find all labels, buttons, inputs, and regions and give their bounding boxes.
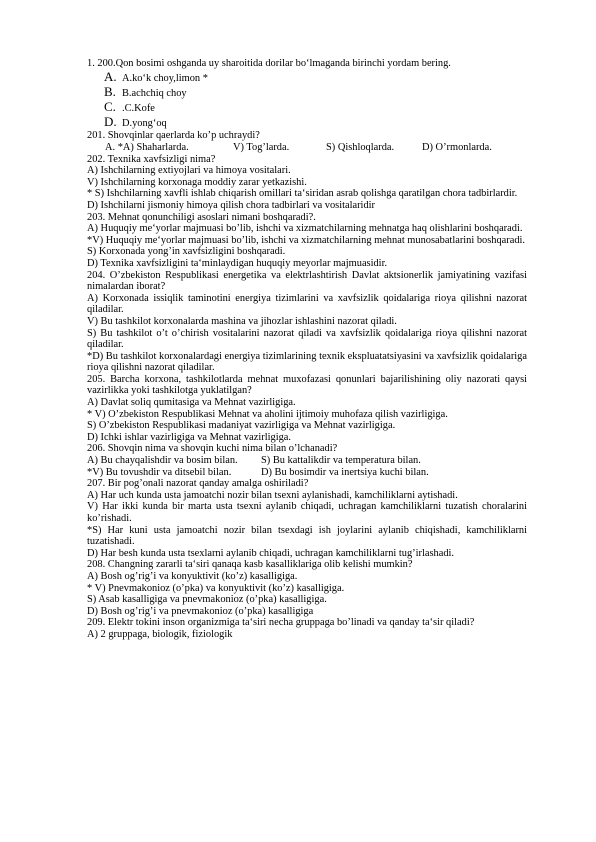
document-page	[87, 58, 527, 641]
option-200-c: C. .C.Kofe	[104, 99, 155, 114]
option-204-d: *D) Bu tashkilot korxonalardagi energiya tizimlarining texnik ekspluatatsiyasini va xavfsizlik qoidalariga rioya qilishni nazorat qiladilar.	[87, 350, 527, 374]
option-206-a: A) Bu chayqalishdir va bosim bilan.	[87, 455, 238, 467]
option-letter: C.	[104, 99, 116, 114]
question-203: 203. Mehnat qonunchiligi asoslari nimani boshqaradi?.	[87, 211, 316, 223]
option-205-v: * V) O’zbekiston Respublikasi Mehnat va aholini ijtimoiy muhofaza qilish vazirligiga.	[87, 408, 448, 420]
options-201	[87, 142, 527, 154]
option-208-v: * V) Pnevmakonioz (o’pka) va konyuktivit (ko’z) kasalligiga.	[87, 582, 345, 594]
option-201-s: S) Qishloqlarda.	[326, 142, 395, 153]
option-206-s: S) Bu kattalikdir va temperatura bilan.	[261, 455, 421, 467]
option-letter: B.	[104, 83, 116, 99]
question-206: 206. Shovqin nima va shovqin kuchi nima bilan o’lchanadi?	[87, 443, 338, 455]
option-209-a: A) 2 gruppaga, biologik, fiziologik	[87, 628, 233, 640]
option-204-a: A) Korxonada issiqlik taminotini energiya tizimlarini va xavfsizlik qoidalariga rioya qilishni nazorat qiladilar.	[87, 292, 527, 316]
option-202-d: D) Ishchilarni jismoniy himoya qilish chora tadbirlari va vositalaridir	[87, 199, 375, 211]
option-203-s: S) Korxonada yong’in xavfsizligini boshqaradi.	[87, 246, 286, 258]
option-207-a: A) Har uch kunda usta jamoatchi nozir bilan tsexni aylanishadi, kamchiliklarni aytishadi.	[87, 489, 458, 501]
question-204: 204. O’zbekiston Respublikasi energetika va elektrlashtirish Davlat aktsionerlik jamiyatining vazifasi nimalardan iborat?	[87, 269, 527, 293]
option-207-d: D) Har besh kunda usta tsexlarni aylanib chiqadi, uchragan kamchiliklarni tug’irlashadi.	[87, 547, 455, 559]
question-208: 208. Changning zararli ta‘siri qanaqa kasb kasalliklariga olib kelishi mumkin?	[87, 559, 413, 571]
option-208-d: D) Bosh og’rig’i va pnevmakonioz (o’pka) kasalligiga	[87, 605, 314, 617]
option-202-s: * S) Ishchilarning xavfli ishlab chiqarish omillari ta‘siridan asrab qolishga qaratilgan chora tadbirlardir.	[87, 188, 518, 200]
question-200: 1. 200.Qon bosimi oshganda uy sharoitida dorilar bo‘lmaganda birinchi yordam bering.	[87, 58, 451, 69]
option-205-s: S) O’zbekiston Respublikasi madaniyat vazirligiga va Mehnat vazirligiga.	[87, 420, 396, 432]
question-202: 202. Texnika xavfsizligi nima?	[87, 153, 216, 165]
option-206-d: D) Bu bosimdir va inertsiya kuchi bilan.	[261, 466, 429, 478]
option-206-v: *V) Bu tovushdir va ditsebil bilan.	[87, 466, 232, 478]
option-201-a: A. *A) Shaharlarda.	[105, 142, 189, 153]
question-201: 201. Shovqinlar qaerlarda ko’p uchraydi?	[87, 130, 260, 142]
option-204-s: S) Bu tashkilot o’t o’chirish vositalarini nazorat qiladi va xavfsizlik qoidalariga rioya qilishni nazorat qiladilar.	[87, 327, 527, 351]
option-205-a: A) Davlat soliq qumitasiga va Mehnat vazirligiga.	[87, 397, 296, 409]
option-208-s: S) Asab kasalligiga va pnevmakonioz (o’pka) kasalligiga.	[87, 594, 327, 606]
question-205: 205. Barcha korxona, tashkilotlarda mehnat muxofazasi qonunlari bajarilishining oliy nazorati qaysi vazirlikka yoki tashkilotga yuklatilgan?	[87, 373, 527, 397]
option-200-a: A. A.ko‘k choy,limon *	[104, 68, 208, 84]
option-205-d: D) Ichki ishlar vazirligiga va Mehnat vazirligiga.	[87, 431, 291, 443]
option-200-d: D. D.yong‘oq	[104, 114, 167, 130]
option-207-s: *S) Har kuni usta jamoatchi nozir bilan tsexdagi ish joylarini aylanib chiqishadi, kamchiliklarni tuzatishadi.	[87, 524, 527, 548]
question-207: 207. Bir pog’onali nazorat qanday amalga oshiriladi?	[87, 478, 309, 490]
option-203-a: A) Huquqiy me‘yorlar majmuasi bo’lib, ishchi va xizmatchilarning mehnatga haq olishlarini boshqaradi.	[87, 223, 523, 235]
option-208-a: A) Bosh og’rig’i va konyuktivit (ko’z) kasalligiga.	[87, 570, 298, 582]
question-209: 209. Elektr tokini inson organizmiga ta‘siri necha gruppaga bo’linadi va qanday ta‘sir qiladi?	[87, 617, 475, 629]
option-203-d: D) Texnika xavfsizligini ta‘minlaydigan huquqiy meyorlar majmuasidir.	[87, 257, 388, 269]
option-201-d: D) O’rmonlarda.	[422, 142, 492, 153]
option-200-b: B. B.achchiq choy	[104, 83, 187, 99]
option-204-v: V) Bu tashkilot korxonalarda mashina va jihozlar ishlashini nazorat qiladi.	[87, 315, 397, 327]
option-203-v: *V) Huquqiy me‘yorlar majmuasi bo’lib, ishchi va xizmatchilarning mehnat munosabatlarini boshqaradi.	[87, 234, 526, 246]
options-206-row2	[87, 467, 527, 479]
option-letter: A.	[104, 68, 117, 84]
option-letter: D.	[104, 114, 117, 130]
option-201-v: V) Tog’larda.	[233, 142, 290, 153]
option-202-a: A) Ishchilarning extiyojlari va himoya vositalari.	[87, 165, 291, 177]
option-202-v: V) Ishchilarning korxonaga moddiy zarar yetkazishi.	[87, 176, 307, 188]
options-206-row1	[87, 455, 527, 467]
option-207-v: V) Har ikki kunda bir marta usta tsexni aylanib chiqadi, uchragan kamchiliklarni tuzatish choralarini ko’rishadi.	[87, 501, 527, 524]
